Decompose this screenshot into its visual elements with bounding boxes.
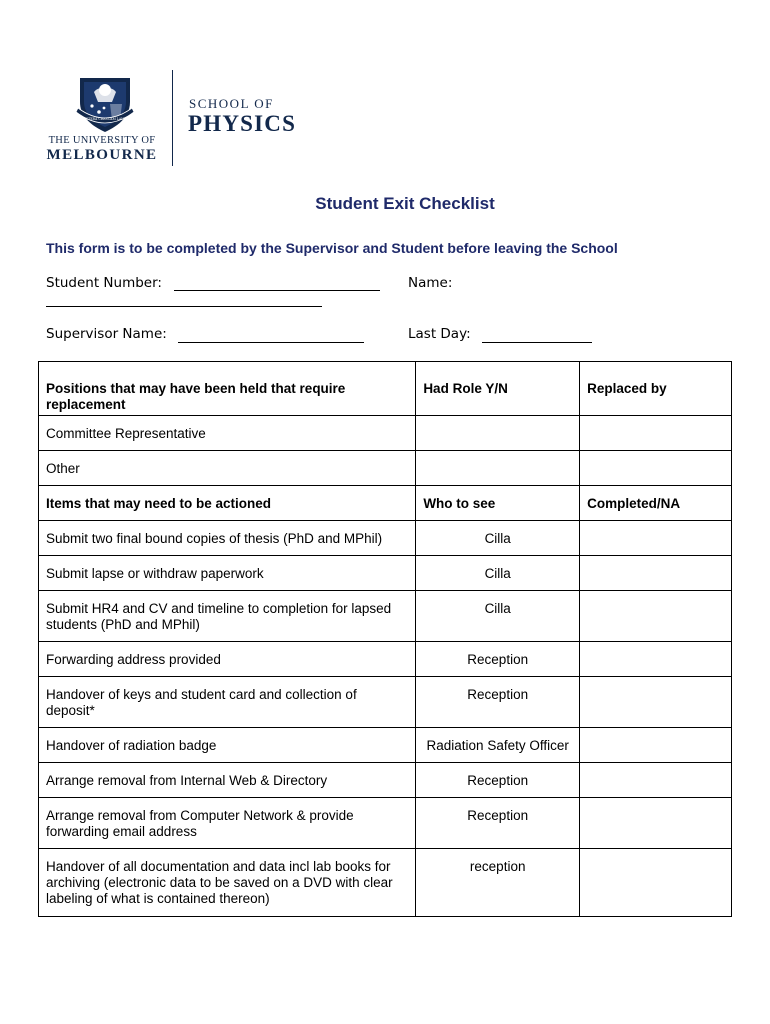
university-logo (46, 68, 176, 168)
student-number-field[interactable] (174, 290, 380, 291)
completed-header-cell: Completed/NA (580, 486, 732, 521)
table-row (39, 763, 732, 798)
position-cell: Other (39, 451, 416, 486)
completed-cell[interactable] (580, 556, 732, 591)
who-to-see-header-cell: Who to see (416, 486, 580, 521)
completed-cell[interactable] (580, 521, 732, 556)
table-row (39, 521, 732, 556)
who-to-see-cell: reception (416, 849, 580, 917)
item-cell: Arrange removal from Computer Network & provide forwarding email address (39, 798, 416, 849)
items-header-cell: Items that may need to be actioned (39, 486, 416, 521)
who-to-see-cell: Reception (416, 642, 580, 677)
logo-divider (172, 70, 173, 166)
table-row (39, 728, 732, 763)
table-row (39, 556, 732, 591)
student-number-label: Student Number: (46, 275, 162, 291)
item-cell: Forwarding address provided (39, 642, 416, 677)
item-cell: Submit two final bound copies of thesis (PhD and MPhil) (39, 521, 416, 556)
who-to-see-cell: Cilla (416, 521, 580, 556)
completed-cell[interactable] (580, 798, 732, 849)
form-instructions: This form is to be completed by the Supervisor and Student before leaving the School (46, 240, 618, 256)
completed-cell[interactable] (580, 642, 732, 677)
completed-cell[interactable] (580, 763, 732, 798)
last-day-label: Last Day: (408, 326, 471, 342)
item-cell: Submit HR4 and CV and timeline to completion for lapsed students (PhD and MPhil) (39, 591, 416, 642)
exit-checklist-table (38, 361, 732, 917)
who-to-see-cell: Cilla (416, 556, 580, 591)
crest-motto: POSTERA CRESCAM LAUDE (81, 117, 129, 121)
item-cell: Handover of radiation badge (39, 728, 416, 763)
completed-cell[interactable] (580, 591, 732, 642)
table-row (39, 416, 732, 451)
item-cell: Arrange removal from Internal Web & Directory (39, 763, 416, 798)
had-role-cell[interactable] (416, 416, 580, 451)
last-day-field[interactable] (482, 342, 592, 343)
completed-cell[interactable] (580, 728, 732, 763)
had-role-cell[interactable] (416, 451, 580, 486)
positions-header-row (39, 362, 732, 416)
position-cell: Committee Representative (39, 416, 416, 451)
who-to-see-cell: Radiation Safety Officer (416, 728, 580, 763)
replaced-by-cell[interactable] (580, 416, 732, 451)
school-of-text: SCHOOL OF (189, 96, 274, 111)
university-of-text: THE UNIVERSITY OF (48, 135, 156, 146)
table-row (39, 677, 732, 728)
items-header-row (39, 486, 732, 521)
replaced-by-header-cell: Replaced by (580, 362, 732, 416)
supervisor-name-field[interactable] (178, 342, 364, 343)
table-row (39, 451, 732, 486)
table-row (39, 642, 732, 677)
had-role-header-cell: Had Role Y/N (416, 362, 580, 416)
supervisor-name-label: Supervisor Name: (46, 326, 167, 342)
table-row (39, 849, 732, 917)
replaced-by-cell[interactable] (580, 451, 732, 486)
who-to-see-cell: Cilla (416, 591, 580, 642)
positions-header-cell: Positions that may have been held that require replacement (39, 362, 416, 416)
who-to-see-cell: Reception (416, 677, 580, 728)
item-cell: Handover of keys and student card and collection of deposit* (39, 677, 416, 728)
item-cell: Submit lapse or withdraw paperwork (39, 556, 416, 591)
item-cell: Handover of all documentation and data incl lab books for archiving (electronic data to be saved on a DVD with clear labeling of what is contained thereon) (39, 849, 416, 917)
page-title: Student Exit Checklist (315, 194, 495, 213)
table-row (39, 591, 732, 642)
table-row (39, 798, 732, 849)
completed-cell[interactable] (580, 677, 732, 728)
university-crest-icon (74, 72, 136, 134)
name-field[interactable] (46, 306, 322, 307)
who-to-see-cell: Reception (416, 798, 580, 849)
name-label: Name: (408, 275, 453, 291)
school-name: PHYSICS (188, 111, 297, 136)
university-name: MELBOURNE (46, 147, 158, 163)
who-to-see-cell: Reception (416, 763, 580, 798)
completed-cell[interactable] (580, 849, 732, 917)
